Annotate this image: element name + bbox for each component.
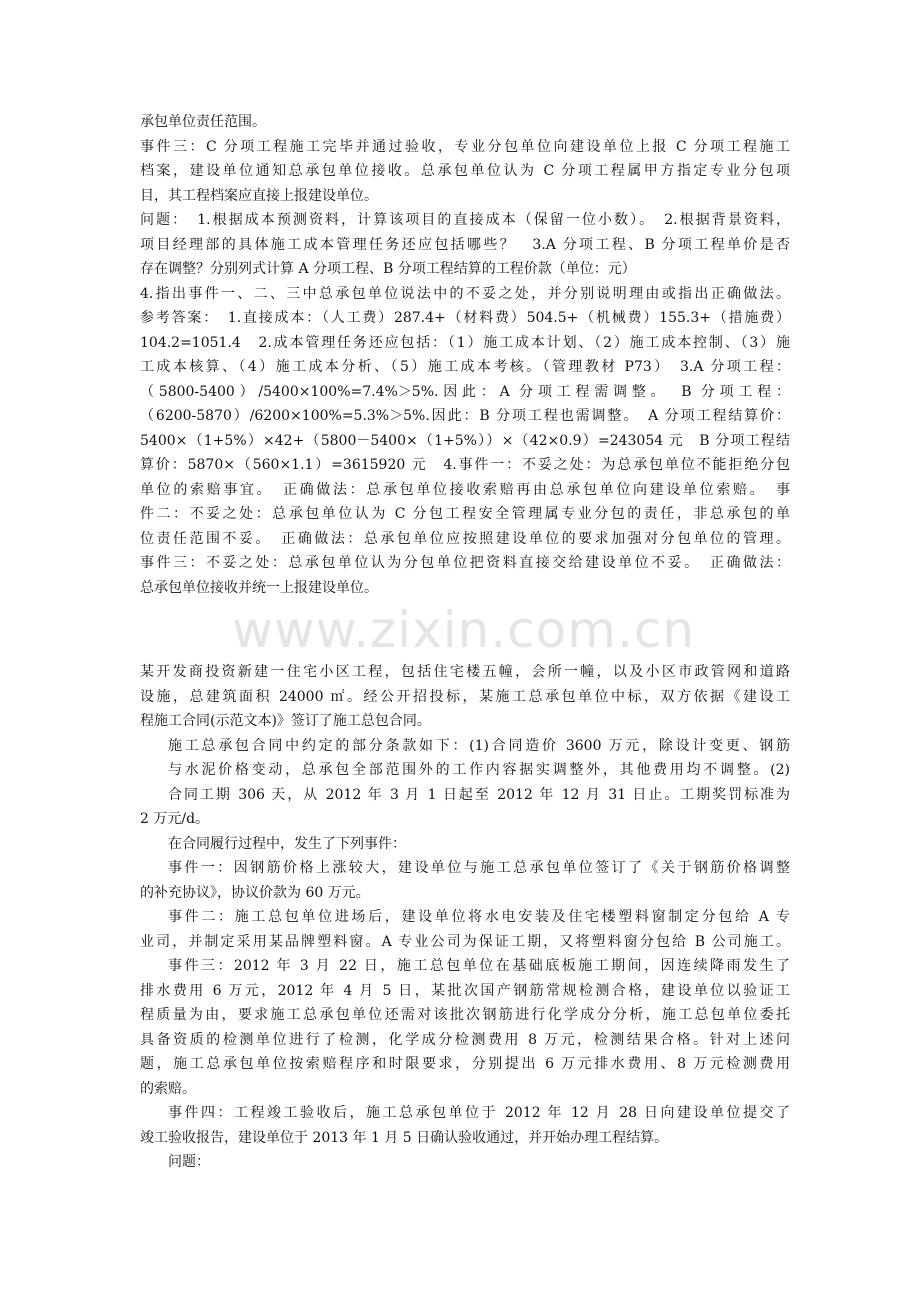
text-line: （5800-5400）/5400×100%=7.4%＞5%.因此：A 分项工程需调整。 B 分项工程： bbox=[140, 383, 790, 400]
text-line: 问题： bbox=[168, 1154, 210, 1170]
text-line: 2 万元/d。 bbox=[140, 811, 210, 827]
text-line: 算价：5870×（560×1.1）=3615920 元 4.事件一：不妥之处：为总承包单位不能拒绝分包 bbox=[140, 457, 790, 473]
text-line: 位责任范围不妥。 正确做法：总承包单位应按照建设单位的要求加强对分包单位的管理。 bbox=[140, 530, 790, 547]
text-line: 单位的索赔事宜。 正确做法：总承包单位接收索赔再由总承包单位向建设单位索赔。 事 bbox=[140, 481, 790, 498]
text-line: 目，其工程档案应直接上报建设单位。 bbox=[140, 187, 378, 204]
text-line: 件二：不妥之处：总承包单位认为 C 分包工程安全管理属专业分包的责任，非总承包的单 bbox=[140, 506, 790, 522]
text-line: 具备资质的检测单位进行了检测，化学成分检测费用 8 万元，检测结果合格。针对上述问 bbox=[140, 1031, 790, 1048]
text-line: 问题： 1.根据成本预测资料，计算该项目的直接成本（保留一位小数）。 2.根据背景资料， bbox=[140, 212, 790, 228]
text-line: 事件三：C 分项工程施工完毕并通过验收，专业分包单位向建设单位上报 C 分项工程施工 bbox=[140, 138, 790, 155]
text-line: 工成本核算、（4）施工成本分析、（5）施工成本考核。（管理教材 P73） 3.A 分项工程： bbox=[140, 359, 790, 375]
text-line: 排水费用 6 万元，2012 年 4 月 5 日，某批次国产钢筋常规检测合格，建设单位以验证工 bbox=[140, 982, 790, 999]
text-line: （6200-5870）/6200×100%=5.3%＞5%.因此：B 分项工程也需调整。 A 分项工程结算价： bbox=[140, 408, 790, 424]
text-line: 竣工验收报告，建设单位于 2013 年 1 月 5 日确认验收通过，并开始办理工程结算。 bbox=[140, 1129, 669, 1146]
text-line: 程质量为由，要求施工总承包单位还需对该批次钢筋进行化学成分分析，施工总包单位委托 bbox=[140, 1007, 790, 1023]
text-line: 参考答案： 1.直接成本：（人工费）287.4+（材料费）504.5+（机械费）155.3+（措施费） bbox=[140, 310, 790, 326]
text-line: 在合同履行过程中，发生了下列事件： bbox=[168, 835, 406, 852]
text-line: 事件三：不妥之处：总承包单位认为分包单位把资料直接交给建设单位不妥。 正确做法： bbox=[140, 555, 790, 571]
text-line: 某开发商投资新建一住宅小区工程，包括住宅楼五幢，会所一幢，以及小区市政管网和道路 bbox=[140, 664, 790, 680]
case-section bbox=[140, 660, 790, 1175]
answer-section bbox=[140, 110, 790, 600]
text-line: 事件二：施工总包单位进场后，建设单位将水电安装及住宅楼塑料窗制定分包给 A 专 bbox=[168, 909, 790, 925]
text-line: 事件四：工程竣工验收后，施工总承包单位于 2012 年 12 月 28 日向建设单位提交了 bbox=[168, 1105, 790, 1121]
text-line: 事件三：2012 年 3 月 22 日，施工总包单位在基础底板施工期间，因连续降雨发生了 bbox=[168, 958, 790, 974]
text-line: 承包单位责任范围。 bbox=[140, 114, 266, 130]
text-line: 施工总承包合同中约定的部分条款如下：(1)合同造价 3600 万元，除设计变更、钢筋 bbox=[168, 737, 790, 754]
text-line: 事件一：因钢筋价格上涨较大，建设单位与施工总承包单位签订了《关于钢筋价格调整 bbox=[168, 860, 790, 876]
text-line: 档案，建设单位通知总承包单位接收。总承包单位认为 C 分项工程属甲方指定专业分包项 bbox=[140, 163, 790, 179]
text-line: 存在调整？分别列式计算 A 分项工程、B 分项工程结算的工程价款（单位：元） bbox=[140, 261, 636, 277]
text-line: 题，施工总承包单位按索赔程序和时限要求，分别提出 6 万元排水费用、8 万元检测费用 bbox=[140, 1056, 790, 1072]
text-line: 业司，并制定采用某品牌塑料窗。A 专业公司为保证工期，又将塑料窗分包给 B 公司施工。 bbox=[140, 933, 790, 950]
text-line: 的补充协议》，协议价款为 60 万元。 bbox=[140, 884, 370, 901]
text-line: 与水泥价格变动，总承包全部范围外的工作内容据实调整外，其他费用均不调整。(2) bbox=[168, 762, 790, 778]
text-line: 5400×（1+5%）×42+（5800－5400×（1+5%））×（42×0.9）=243054 元 B 分项工程结 bbox=[140, 432, 790, 449]
text-line: 合同工期 306 天，从 2012 年 3 月 1 日起至 2012 年 12 月 31 日止。工期奖罚标准为 bbox=[168, 786, 790, 803]
text-line: 项目经理部的具体施工成本管理任务还应包括哪些？ 3.A 分项工程、B 分项工程单价是否 bbox=[140, 236, 790, 253]
text-line: 设施，总建筑面积 24000 ㎡。经公开招投标，某施工总承包单位中标，双方依据《建设工 bbox=[140, 688, 790, 705]
text-line: 总承包单位接收并统一上报建设单位。 bbox=[140, 579, 378, 596]
text-line: 的索赔。 bbox=[140, 1080, 196, 1097]
watermark: www.zixin.com.cn bbox=[232, 601, 696, 659]
text-line: 4.指出事件一、二、三中总承包单位说法中的不妥之处，并分别说明理由或指出正确做法。 bbox=[140, 285, 790, 302]
text-line: 104.2=1051.4 2.成本管理任务还应包括：（1）施工成本计划、（2）施工成本控制、（3）施 bbox=[140, 334, 790, 351]
text-line: 程施工合同(示范文本)》签订了施工总包合同。 bbox=[140, 713, 431, 729]
